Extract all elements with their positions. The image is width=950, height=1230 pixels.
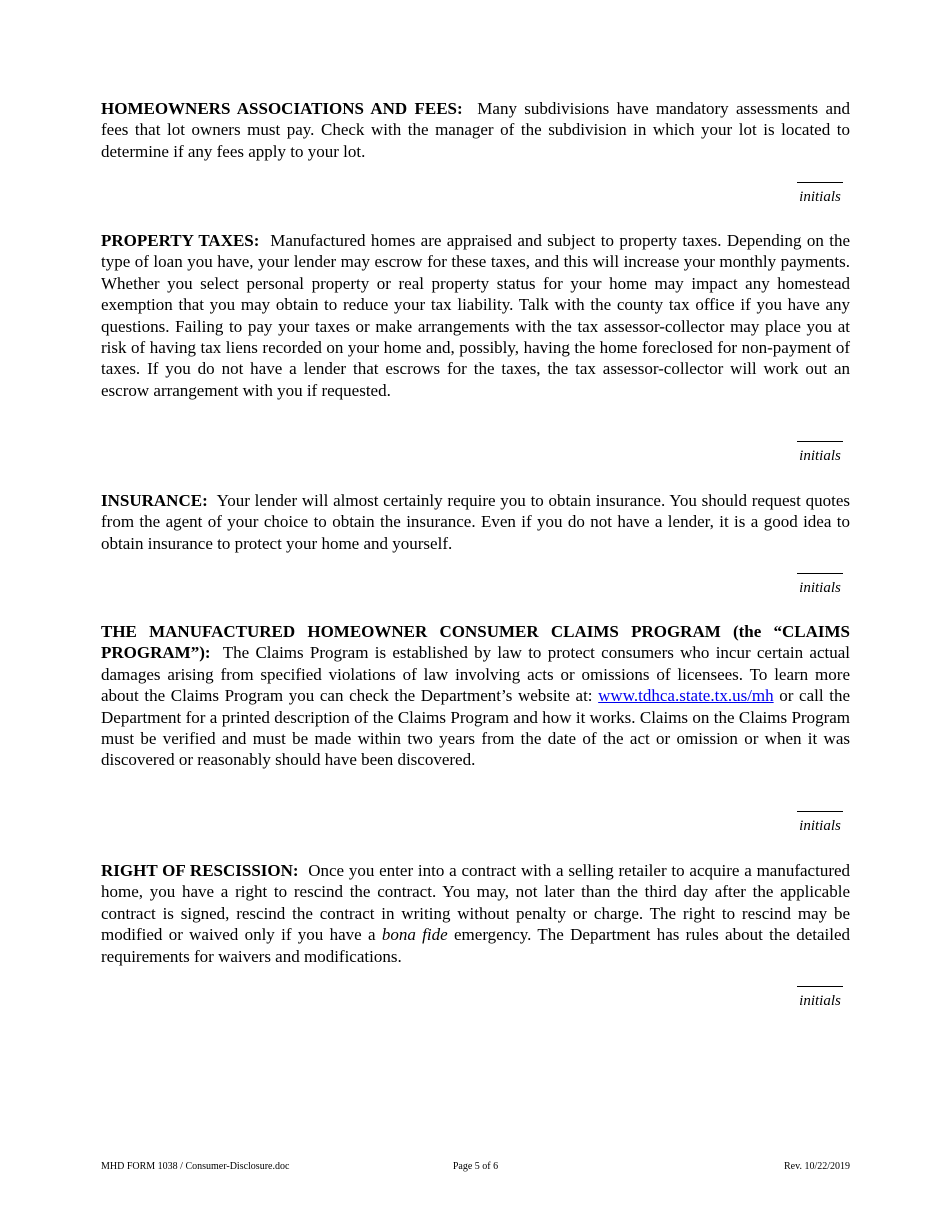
section-heading: PROPERTY TAXES: <box>101 231 260 250</box>
initials-field[interactable] <box>790 441 850 465</box>
initials-label: initials <box>799 189 841 205</box>
section-heading: THE MANUFACTURED HOMEOWNER CONSUMER CLAIMS PROGRAM (the “CLAIMS PROGRAM”): <box>101 622 850 663</box>
initials-field[interactable] <box>790 182 850 206</box>
initials-label: initials <box>799 993 841 1009</box>
initials-line <box>797 986 843 987</box>
initials-field[interactable] <box>790 573 850 597</box>
initials-label: initials <box>799 448 841 464</box>
section-body: Many subdivisions have mandatory assessments and fees that lot owners must pay. Check with the manager of the subdivision in which your lot is located to determine if any fees apply to your lot. <box>101 99 850 161</box>
section-heading: HOMEOWNERS ASSOCIATIONS AND FEES: <box>101 99 463 118</box>
initials-line <box>797 441 843 442</box>
section-body: The Claims Program is established by law to protect consumers who incur certain actual damages arising from specified violations of law involving acts or omissions of licensees. To learn more about the Claims Program you can check the Department’s website at: <box>101 643 850 706</box>
section-body: Once you enter into a contract with a selling retailer to acquire a manufactured home, you have a right to rescind the contract. You may, not later than the third day after the applicable contract is signed, rescind the contract in writing without penalty or charge. The right to rescind may be modified or waived only if you have a <box>101 861 851 945</box>
section-paragraph <box>101 621 850 771</box>
section-body-continued: or call the Department for a printed description of the Claims Program and how it works. Claims on the Claims Program must be verified and must be made within two years from the date of the act or omission or when it was discovered or reasonably should have been discovered. <box>101 686 850 770</box>
section-claims-program <box>101 621 850 771</box>
initials-line <box>797 811 843 812</box>
section-homeowners-associations <box>101 98 850 162</box>
footer-revision: Rev. 10/22/2019 <box>783 1161 850 1172</box>
initials-label: initials <box>799 818 841 834</box>
footer-page-number: Page 5 of 6 <box>452 1161 499 1172</box>
initials-field[interactable] <box>790 986 850 1010</box>
section-paragraph <box>101 230 850 401</box>
section-body: Your lender will almost certainly require you to obtain insurance. You should request quotes from the agent of your choice to obtain the insurance. Even if you do not have a lender, it is a good idea to obtain insurance to protect your home and yourself. <box>101 491 851 553</box>
section-paragraph <box>101 860 850 967</box>
section-body-continued: emergency. The Department has rules about the detailed requirements for waivers and modifications. <box>101 925 851 966</box>
section-paragraph <box>101 490 850 554</box>
section-paragraph <box>101 98 850 162</box>
tdhca-website-link[interactable]: www.tdhca.state.tx.us/mh <box>598 686 774 706</box>
footer-form-id: MHD FORM 1038 / Consumer-Disclosure.doc <box>101 1161 290 1172</box>
initials-line <box>797 573 843 574</box>
section-right-of-rescission <box>101 860 850 967</box>
initials-line <box>797 182 843 183</box>
initials-label: initials <box>799 580 841 596</box>
section-body: Manufactured homes are appraised and subject to property taxes. Depending on the type of loan you have, your lender may escrow for these taxes, and this will increase your monthly payments. Whether you select personal property or real property status for your home may impact any homestead exemption that you may obtain to reduce your tax liability. Talk with the county tax office if you have any questions. Failing to pay your taxes or make arrangements with the tax assessor-collector may place you at risk of having tax liens recorded on your home and, possibly, having the home foreclosed for non-payment of taxes. If you do not have a lender that escrows for the taxes, the tax assessor-collector will work out an escrow arrangement with you if requested. <box>101 231 851 400</box>
section-heading: RIGHT OF RESCISSION: <box>101 861 299 880</box>
section-body-italic: bona fide <box>381 925 448 945</box>
initials-field[interactable] <box>790 811 850 835</box>
page-footer <box>101 1160 850 1174</box>
section-heading: INSURANCE: <box>101 491 208 510</box>
section-property-taxes <box>101 230 850 401</box>
section-insurance <box>101 490 850 554</box>
